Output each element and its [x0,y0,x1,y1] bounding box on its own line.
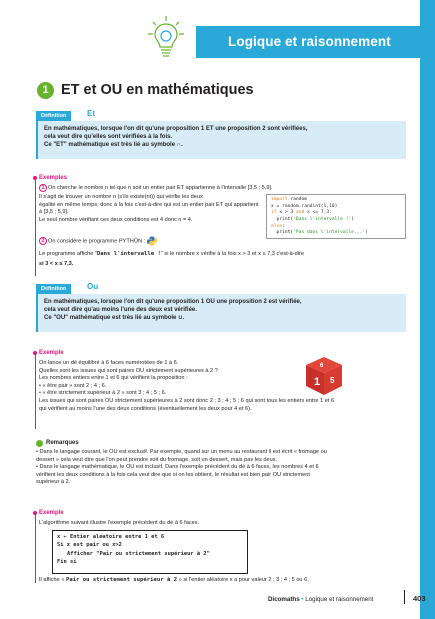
example-text: 2 On considère le programme PYTHON : [39,236,269,246]
python-logo-icon [147,236,157,246]
algorithm-line: x ← Entier aléatoire entre 1 et 6 [57,534,165,540]
example-text: Le programme affiche "Dans l'intervalle !" si le nombre x vérifie à la fois x > 3 et x ≤ 7,3 c'est-à-dire [39,251,304,257]
footer-chapter: Logique et raisonnement [305,596,374,603]
svg-text:1: 1 [314,376,321,388]
page-number: 403 [413,594,426,603]
example-text: Il s'agit de trouver un nombre n (s'ils existe(nt)) qui vérifie les deux égalité en même temps, donc à la fois c'est-à-dire qui est un entier pair ET qui appartient à [3,5 ; 5,9]. Le seul nombre vérifiant ces deux conditions est 4 donc n = 4. [39,194,259,223]
definition-word-ou: Ou [87,282,99,291]
example-text: On lance un dé équilibré à 6 faces numérotées de 1 à 6. Quelles sont les issues qui sont paires OU strictement supérieures à 2 ? Les nombres entiers entre 1 et 6 qui vérifient la proposition : • « être pair » sont 2 ; 4 ; 6. • « être strictement supérieur à 2 » sont 3 ; 4 ; 5 ; 6. Les issues qui sont paires OU strictement supérieures à 2 sont donc 2 ; 3 ; 4 ; 5 ; 6 qui sont tous les entiers entre 1 et 6 qui vérifient au moins l'une des deux conditions (éventuellement les deux pour 4 et 6). [39,360,335,412]
footer-separator: • [301,596,304,603]
code-line: if x > 3 and x <= 7.3: [271,210,332,216]
page-footer [268,596,373,604]
definition-line: cela veut dire qu'au moins l'une des deux est vérifiée. [44,307,197,314]
section-number: 1 [37,82,54,99]
code-line: else: [271,223,285,229]
example-rule [35,180,36,276]
example-rule [35,515,36,583]
side-strip [420,0,435,619]
definition-line: Ce "ET" mathématique est très lié au symbole ∩. [44,142,183,149]
definition-ou-box [36,294,406,332]
definition-et-box [36,121,406,159]
algorithm-line: Fin si [57,559,77,566]
example-text: Il affiche « Pair ou strictement supérieur à 2 » si l'entier aléatoire x a pour valeur 2 ; 3 ; 4 ; 5 ou 6. [39,577,309,583]
item-number: 2 [39,237,47,245]
section-title: ET et OU en mathématiques [61,82,254,98]
example-text: L'algorithme suivant illustre l'exemple précédent du dé à 6 faces. [39,520,200,526]
example-text: si 3 < x ≤ 7,3. [39,261,74,267]
algorithm-line: Afficher "Pair ou strictement supérieur à 2" [67,550,210,557]
code-line: print('Pas dans l'intervalle...') [271,230,368,236]
lightbulb-icon [145,14,187,60]
remark-icon [36,440,43,447]
book-title: Dicomaths [268,596,300,603]
algorithm-line: Si x est pair ou x>2 [57,542,122,549]
remarks-title: Remarques [46,440,79,446]
definition-line: En mathématiques, lorsque l'on dit qu'une proposition 1 ET une proposition 2 sont vérifiées, [44,126,308,132]
code-line: print('Dans l'intervalle !') [271,216,355,222]
svg-text:6: 6 [320,363,324,369]
example-title: Exemple [39,350,64,356]
dice-icon [300,355,346,397]
item-number: 1 [39,184,47,192]
chapter-title: Logique et raisonnement [228,34,391,49]
definition-word-et: Et [87,109,95,118]
remarks-text: • Dans le langage courant, le OU est exclusif. Par exemple, quand sur un menu au restaurant il est écrit « fromage ou dessert » cela veut dire que l'on peut prendre soit du fromage, soit un dessert, mais pas les deux. • Dans le langage mathématique, le OU est inclusif. Dans l'exemple précédent du dé à 6 faces, les nombres 4 et 6 vérifient les deux conditions à la fois cela veut dire que si on les obtient, le résultat est bien pair OU strictement supérieur à 2. [36,449,327,486]
example-text: 1 On cherche le nombre n tel que n soit un entier pair ET appartienne à l'intervalle [3,5 ; 5,9]. [39,184,409,193]
code-line: x = random.randint(1,10) [271,203,338,209]
svg-text:5: 5 [330,376,335,385]
code-line: import random [271,197,307,202]
example-title: Exemple [39,510,64,516]
definition-tag: Définition [36,284,71,294]
footer-divider [404,590,405,604]
python-code-block [266,194,406,239]
algorithm-box [52,530,248,574]
definition-line: Ce "OU" mathématique est très lié au symbole ∪. [44,315,185,322]
definition-line: En mathématiques, lorsque l'on dit qu'une proposition 1 OU une proposition 2 est vérifiée, [44,299,302,305]
example-title: Exemples [39,175,68,181]
definition-line: cela veut dire qu'elles sont vérifiées à la fois. [44,134,173,141]
example-rule [35,355,36,429]
definition-tag: Définition [36,111,71,121]
